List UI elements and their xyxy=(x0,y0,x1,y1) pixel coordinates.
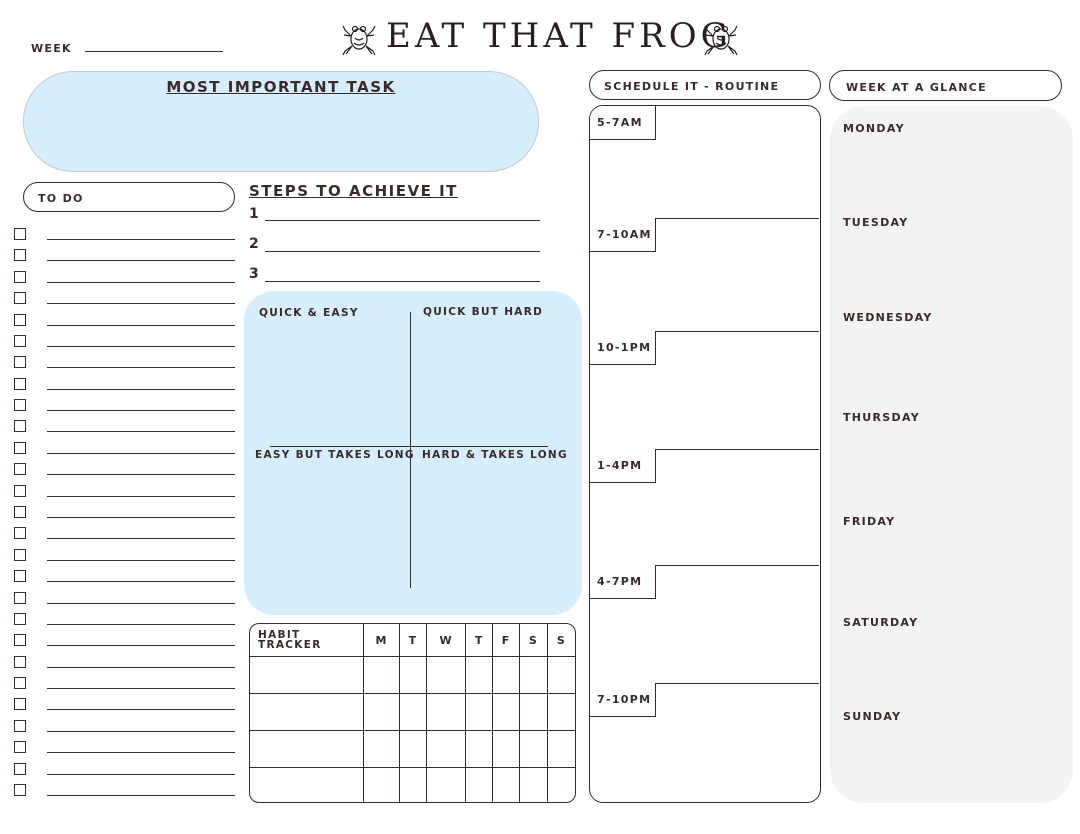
todo-checkbox[interactable] xyxy=(14,592,26,604)
schedule-slot-label: 7-10PM xyxy=(590,683,656,717)
habit-tracker xyxy=(249,623,576,803)
habit-check-cell[interactable] xyxy=(400,657,427,694)
todo-line[interactable] xyxy=(47,389,235,390)
todo-line[interactable] xyxy=(47,731,235,732)
step-line[interactable] xyxy=(265,281,540,282)
quadrant-hard-long: HARD & TAKES LONG xyxy=(422,449,568,461)
habit-day-header: M xyxy=(364,624,400,657)
todo-checkbox[interactable] xyxy=(14,720,26,732)
todo-line[interactable] xyxy=(47,560,235,561)
habit-day-header: T xyxy=(466,624,493,657)
todo-checkbox[interactable] xyxy=(14,356,26,368)
quadrant-quick-hard: QUICK BUT HARD xyxy=(423,306,544,318)
todo-checkbox[interactable] xyxy=(14,741,26,753)
step-line[interactable] xyxy=(265,220,540,221)
schedule-panel xyxy=(589,105,821,803)
todo-line[interactable] xyxy=(47,752,235,753)
todo-line[interactable] xyxy=(47,346,235,347)
weekday-label: SUNDAY xyxy=(843,710,902,723)
todo-line[interactable] xyxy=(47,260,235,261)
todo-line[interactable] xyxy=(47,282,235,283)
habit-check-cell[interactable] xyxy=(548,657,576,694)
habit-row xyxy=(250,694,576,731)
habit-check-cell[interactable] xyxy=(493,694,520,731)
todo-line[interactable] xyxy=(47,367,235,368)
weekday-label: SATURDAY xyxy=(843,616,919,629)
habit-check-cell[interactable] xyxy=(364,694,400,731)
step-line[interactable] xyxy=(265,251,540,252)
week-glance-header xyxy=(829,70,1062,101)
todo-checkbox[interactable] xyxy=(14,399,26,411)
schedule-slot-label: 7-10AM xyxy=(590,218,656,252)
todo-checkbox[interactable] xyxy=(14,698,26,710)
todo-checkbox[interactable] xyxy=(14,634,26,646)
habit-check-cell[interactable] xyxy=(548,694,576,731)
habit-check-cell[interactable] xyxy=(426,657,465,694)
habit-check-cell[interactable] xyxy=(493,731,520,768)
todo-line[interactable] xyxy=(47,453,235,454)
habit-day-header: W xyxy=(426,624,465,657)
steps-title: STEPS TO ACHIEVE IT xyxy=(249,182,458,200)
todo-checkbox[interactable] xyxy=(14,463,26,475)
habit-check-cell[interactable] xyxy=(493,768,520,804)
schedule-slot-label: 1-4PM xyxy=(590,449,656,483)
schedule-slot-label: 10-1PM xyxy=(590,331,656,365)
habit-row xyxy=(250,731,576,768)
weekday-label: THURSDAY xyxy=(843,411,920,424)
todo-line[interactable] xyxy=(47,410,235,411)
habit-day-header: T xyxy=(400,624,427,657)
schedule-slot[interactable] xyxy=(590,683,819,801)
week-input-line[interactable] xyxy=(85,51,223,52)
habit-check-cell[interactable] xyxy=(426,694,465,731)
todo-checkbox[interactable] xyxy=(14,292,26,304)
schedule-slot[interactable] xyxy=(590,565,819,684)
todo-checkbox[interactable] xyxy=(14,378,26,390)
todo-line[interactable] xyxy=(47,496,235,497)
habit-check-cell[interactable] xyxy=(364,768,400,804)
habit-day-header: F xyxy=(493,624,520,657)
priority-matrix xyxy=(244,291,582,615)
schedule-slot[interactable] xyxy=(590,449,819,566)
schedule-slot-label: 5-7AM xyxy=(590,106,656,140)
todo-line[interactable] xyxy=(47,517,235,518)
todo-checkbox[interactable] xyxy=(14,784,26,796)
todo-line[interactable] xyxy=(47,795,235,796)
todo-line[interactable] xyxy=(47,538,235,539)
todo-line[interactable] xyxy=(47,431,235,432)
todo-line[interactable] xyxy=(47,474,235,475)
todo-line[interactable] xyxy=(47,645,235,646)
habit-table xyxy=(249,623,576,803)
habit-check-cell[interactable] xyxy=(466,768,493,804)
habit-check-cell[interactable] xyxy=(400,768,427,804)
habit-day-header: S xyxy=(548,624,576,657)
weekday-label: TUESDAY xyxy=(843,216,909,229)
habit-title-line1: HABIT xyxy=(258,628,301,641)
frog-right-icon xyxy=(704,18,738,56)
habit-check-cell[interactable] xyxy=(466,694,493,731)
habit-title-line2: TRACKER xyxy=(258,638,322,651)
schedule-title: SCHEDULE IT - ROUTINE xyxy=(604,80,780,93)
schedule-header xyxy=(589,70,821,100)
todo-checkbox[interactable] xyxy=(14,420,26,432)
habit-check-cell[interactable] xyxy=(520,768,548,804)
week-label: WEEK xyxy=(31,42,72,55)
habit-row xyxy=(250,768,576,804)
todo-checkbox[interactable] xyxy=(14,677,26,689)
habit-check-cell[interactable] xyxy=(520,694,548,731)
todo-line[interactable] xyxy=(47,325,235,326)
todo-checkbox[interactable] xyxy=(14,506,26,518)
habit-check-cell[interactable] xyxy=(466,657,493,694)
most-important-task-box[interactable] xyxy=(23,71,539,172)
todo-header xyxy=(23,182,235,212)
todo-checkbox[interactable] xyxy=(14,570,26,582)
todo-line[interactable] xyxy=(47,624,235,625)
todo-line[interactable] xyxy=(47,581,235,582)
habit-check-cell[interactable] xyxy=(364,657,400,694)
habit-row xyxy=(250,657,576,694)
schedule-slot-label: 4-7PM xyxy=(590,565,656,599)
mit-title: MOST IMPORTANT TASK xyxy=(166,78,396,96)
schedule-slot[interactable] xyxy=(590,331,819,450)
habit-check-cell[interactable] xyxy=(364,731,400,768)
step-number: 3 xyxy=(249,266,261,282)
todo-line[interactable] xyxy=(47,239,235,240)
todo-checkbox[interactable] xyxy=(14,442,26,454)
todo-checkbox[interactable] xyxy=(14,271,26,283)
page-title: EAT THAT FROG xyxy=(386,16,732,56)
todo-checkbox[interactable] xyxy=(14,485,26,497)
todo-line[interactable] xyxy=(47,688,235,689)
step-number: 2 xyxy=(249,236,261,252)
weekday-label: WEDNESDAY xyxy=(843,311,933,324)
week-glance-panel[interactable] xyxy=(830,106,1073,803)
todo-line[interactable] xyxy=(47,667,235,668)
todo-checkbox[interactable] xyxy=(14,527,26,539)
habit-check-cell[interactable] xyxy=(400,694,427,731)
habit-check-cell[interactable] xyxy=(520,657,548,694)
habit-name-cell[interactable] xyxy=(250,768,364,804)
habit-check-cell[interactable] xyxy=(426,731,465,768)
todo-title: TO DO xyxy=(38,192,84,205)
todo-checkbox[interactable] xyxy=(14,613,26,625)
habit-check-cell[interactable] xyxy=(426,768,465,804)
weekday-label: FRIDAY xyxy=(843,515,896,528)
habit-name-cell[interactable] xyxy=(250,694,364,731)
habit-name-cell[interactable] xyxy=(250,731,364,768)
todo-checkbox[interactable] xyxy=(14,314,26,326)
todo-checkbox[interactable] xyxy=(14,249,26,261)
habit-day-header: S xyxy=(520,624,548,657)
matrix-horizontal-divider xyxy=(270,446,548,447)
weekday-label: MONDAY xyxy=(843,122,905,135)
week-glance-title: WEEK AT A GLANCE xyxy=(846,81,987,94)
todo-line[interactable] xyxy=(47,603,235,604)
todo-line[interactable] xyxy=(47,774,235,775)
schedule-slot[interactable] xyxy=(590,106,819,219)
todo-checkbox[interactable] xyxy=(14,549,26,561)
habit-check-cell[interactable] xyxy=(548,731,576,768)
schedule-slot[interactable] xyxy=(590,218,819,332)
todo-line[interactable] xyxy=(47,709,235,710)
habit-check-cell[interactable] xyxy=(493,657,520,694)
todo-checkbox[interactable] xyxy=(14,335,26,347)
quadrant-easy-long: EASY BUT TAKES LONG xyxy=(255,449,415,461)
step-number: 1 xyxy=(249,206,261,222)
frog-left-icon xyxy=(342,18,376,56)
todo-checkbox[interactable] xyxy=(14,656,26,668)
habit-title-cell xyxy=(250,624,364,657)
habit-check-cell[interactable] xyxy=(548,768,576,804)
habit-name-cell[interactable] xyxy=(250,657,364,694)
todo-checkbox[interactable] xyxy=(14,228,26,240)
quadrant-quick-easy: QUICK & EASY xyxy=(259,307,359,319)
todo-checkbox[interactable] xyxy=(14,763,26,775)
todo-line[interactable] xyxy=(47,303,235,304)
habit-check-cell[interactable] xyxy=(466,731,493,768)
habit-check-cell[interactable] xyxy=(520,731,548,768)
habit-check-cell[interactable] xyxy=(400,731,427,768)
